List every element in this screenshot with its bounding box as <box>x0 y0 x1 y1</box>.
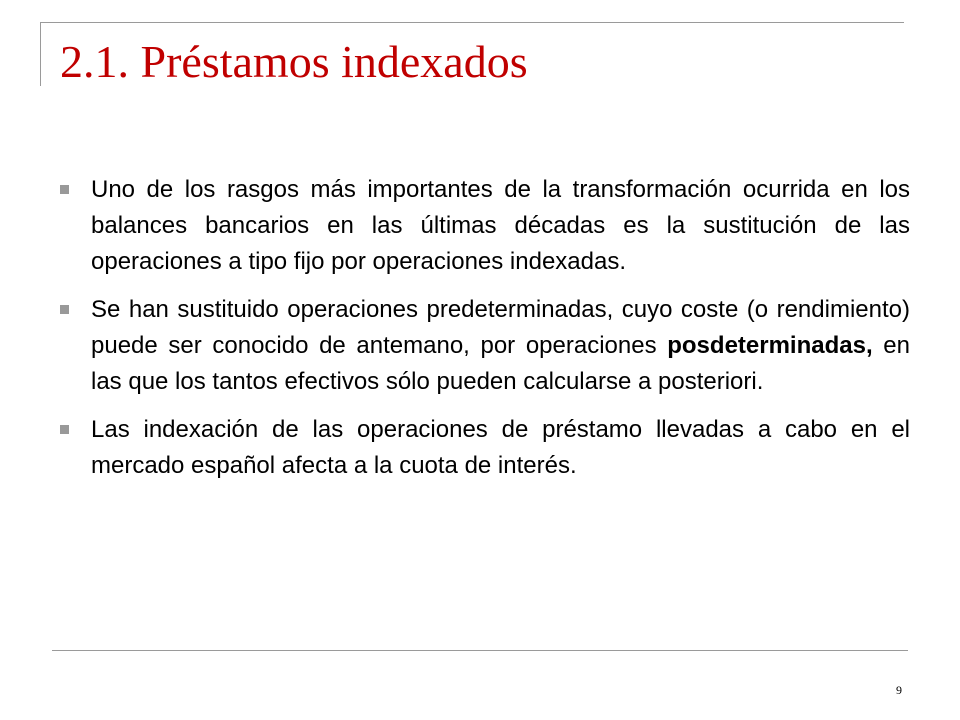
left-border-line <box>40 22 41 86</box>
bullet-item <box>60 172 910 280</box>
square-bullet-icon <box>60 185 69 194</box>
bullet-text-part: Se han sustituido operaciones predeterminadas, cuyo coste (o rendimiento) puede ser conocido de antemano, por operaciones <box>91 296 910 359</box>
bullet-item <box>60 292 910 400</box>
page-number: 9 <box>896 683 902 697</box>
bullet-text-part: en las que los tantos efectivos sólo pueden calcularse a posteriori. <box>91 332 910 395</box>
bullet-list <box>60 172 910 496</box>
bullet-text: Uno de los rasgos más importantes de la transformación ocurrida en los balances bancarios en las últimas décadas es la sustitución de las operaciones a tipo fijo por operaciones indexadas. <box>91 176 910 275</box>
square-bullet-icon <box>60 305 69 314</box>
top-border-line <box>40 22 904 23</box>
bullet-item <box>60 412 910 484</box>
bullet-text: Las indexación de las operaciones de préstamo llevadas a cabo en el mercado español afecta a la cuota de interés. <box>91 416 910 479</box>
slide-title: 2.1. Préstamos indexados <box>60 36 528 87</box>
footer-divider <box>52 650 908 651</box>
bullet-text <box>91 292 910 400</box>
square-bullet-icon <box>60 425 69 434</box>
bold-term: posdeterminadas, <box>667 332 873 359</box>
